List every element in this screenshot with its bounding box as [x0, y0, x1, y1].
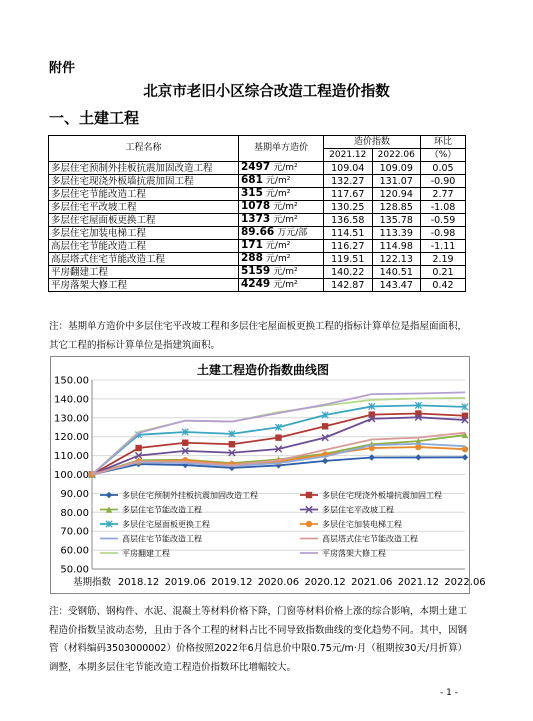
price-unit: 元/m² — [273, 163, 298, 173]
table-row — [49, 201, 466, 214]
row-index-b: 122.13 — [372, 253, 421, 266]
table-row — [49, 227, 466, 240]
price-unit: 元/m² — [265, 241, 291, 251]
row-price — [239, 175, 324, 188]
row-name: 平房落架大修工程 — [49, 279, 239, 292]
x-tick-label: 2021.06 — [351, 577, 393, 588]
y-tick-label: 130.00 — [54, 413, 89, 425]
y-tick-label: 60.00 — [60, 545, 89, 557]
row-name: 多层住宅平改坡工程 — [49, 201, 239, 214]
price-value: 4249 — [241, 278, 271, 290]
row-name: 高层塔式住宅节能改造工程 — [49, 253, 239, 266]
y-tick-label: 140.00 — [54, 394, 89, 406]
row-index-a: 114.51 — [324, 227, 373, 240]
index-line-chart — [50, 356, 486, 594]
data-point — [182, 440, 188, 446]
legend-marker — [306, 521, 312, 527]
price-unit: 元/m² — [273, 267, 298, 277]
table-row — [49, 162, 466, 175]
row-index-a: 130.25 — [324, 201, 373, 214]
table-row — [49, 240, 466, 253]
index-table — [48, 135, 466, 292]
row-price — [239, 240, 324, 253]
row-index-a: 136.58 — [324, 214, 373, 227]
data-point — [415, 444, 421, 450]
data-point — [135, 445, 141, 451]
row-index-b: 143.47 — [372, 279, 421, 292]
table-row — [49, 253, 466, 266]
legend-label: 多层住宅预制外挂板抗震加固改造工程 — [122, 491, 258, 500]
legend-label: 多层住宅节能改造工程 — [122, 505, 202, 515]
y-tick-label: 80.00 — [60, 507, 89, 519]
row-ratio: -0.90 — [421, 175, 466, 188]
row-ratio: -0.98 — [421, 227, 466, 240]
data-point — [229, 441, 235, 447]
chart-note: 注：受钢筋、钢构件、水泥、混凝土等材料价格下降，门窗等材料价格上涨的综合影响，本期土建工程造价指数呈波动态势，且由于各个工程的材料占比不同导致指数曲线的变化趋势不同。其中，因钢管（材料编码3503000002）价格按照2022年6月信息价中限0.75元/m·月（租期按30天/月折算）调整，本期多层住宅节能改造工程造价指数环比增幅较大。 — [49, 606, 468, 673]
price-unit: 元/m² — [265, 176, 291, 186]
section-heading: 一、土建工程 — [49, 109, 140, 127]
page-title: 北京市老旧小区综合改造工程造价指数 — [143, 84, 390, 100]
row-ratio: -1.11 — [421, 240, 466, 253]
price-value: 2497 — [241, 161, 271, 173]
table-row — [49, 279, 466, 292]
row-index-b: 140.51 — [372, 266, 421, 279]
row-name: 多层住宅现浇外板墙抗震加固工程 — [49, 175, 239, 188]
col-ratio-header: 环比 — [421, 136, 466, 149]
row-index-a: 119.51 — [324, 253, 373, 266]
col-ratio-unit: （%） — [421, 149, 466, 162]
table-row — [49, 214, 466, 227]
col-price-header: 基期单方造价 — [239, 136, 324, 162]
table-body — [49, 162, 466, 292]
x-tick-label: 2021.12 — [397, 577, 440, 588]
period-b-header: 2022.06 — [372, 149, 421, 162]
price-value: 5159 — [241, 265, 271, 277]
y-tick-label: 110.00 — [54, 451, 89, 463]
legend-label: 平房落架大修工程 — [322, 549, 386, 558]
row-index-b: 113.39 — [372, 227, 421, 240]
page-number: - 1 - — [440, 688, 458, 698]
row-price — [239, 253, 324, 266]
row-index-b: 114.98 — [372, 240, 421, 253]
legend-label: 高层塔式住宅节能改造工程 — [322, 534, 418, 544]
price-unit: 元/m² — [265, 254, 291, 264]
data-point — [322, 423, 328, 429]
row-name: 多层住宅屋面板更换工程 — [49, 214, 239, 227]
row-price — [239, 188, 324, 201]
row-ratio: 2.19 — [421, 253, 466, 266]
row-name: 多层住宅加装电梯工程 — [49, 227, 239, 240]
row-ratio: 2.77 — [421, 188, 466, 201]
legend-label: 多层住宅现浇外板墙抗震加固工程 — [322, 491, 442, 500]
row-index-b: 128.85 — [372, 201, 421, 214]
row-price — [239, 201, 324, 214]
x-tick-label: 2022.06 — [444, 577, 486, 588]
row-ratio: 0.42 — [421, 279, 466, 292]
legend-marker — [306, 492, 312, 498]
price-value: 171 — [241, 239, 263, 251]
row-ratio: 0.05 — [421, 162, 466, 175]
row-index-b: 135.78 — [372, 214, 421, 227]
y-tick-label: 90.00 — [60, 488, 89, 500]
chart-title: 土建工程造价指数曲线图 — [196, 363, 330, 377]
x-tick-label: 2020.06 — [257, 577, 300, 588]
attachment-label: 附件 — [49, 61, 76, 76]
price-unit: 元/m² — [273, 202, 298, 212]
row-name: 平房翻建工程 — [49, 266, 239, 279]
row-index-a: 142.87 — [324, 279, 373, 292]
table-row — [49, 266, 466, 279]
y-tick-label: 100.00 — [54, 470, 89, 481]
x-tick-label: 2019.06 — [164, 577, 206, 588]
row-index-b: 109.09 — [372, 162, 421, 175]
table-row — [49, 175, 466, 188]
price-value: 681 — [241, 174, 263, 186]
row-price — [239, 279, 324, 292]
row-index-b: 131.07 — [372, 175, 421, 188]
table-row — [49, 188, 466, 201]
row-index-a: 116.27 — [324, 240, 373, 253]
row-index-a: 140.22 — [324, 266, 373, 279]
legend-label: 多层住宅屋面板更换工程 — [122, 520, 210, 529]
price-value: 315 — [241, 187, 263, 199]
row-index-b: 120.94 — [372, 188, 421, 201]
period-a-header: 2021.12 — [324, 149, 373, 162]
row-name: 高层住宅节能改造工程 — [49, 240, 239, 253]
price-value: 89.66 — [241, 226, 275, 238]
x-tick-label: 2018.12 — [117, 577, 160, 588]
y-tick-label: 150.00 — [54, 375, 89, 387]
row-name: 多层住宅节能改造工程 — [49, 188, 239, 201]
price-unit: 元/m² — [273, 215, 298, 225]
legend-label: 高层住宅节能改造工程 — [122, 534, 202, 544]
col-name-header: 工程名称 — [49, 136, 239, 162]
y-tick-label: 120.00 — [54, 432, 89, 444]
price-value: 288 — [241, 252, 263, 264]
y-tick-label: 50.00 — [60, 564, 89, 576]
row-price — [239, 227, 324, 240]
row-index-a: 117.67 — [324, 188, 373, 201]
legend-label: 平房翻建工程 — [122, 549, 170, 558]
price-value: 1373 — [241, 213, 271, 225]
row-index-a: 132.27 — [324, 175, 373, 188]
row-ratio: 0.21 — [421, 266, 466, 279]
col-index-header: 造价指数 — [324, 136, 421, 149]
row-price — [239, 214, 324, 227]
legend-label: 多层住宅平改坡工程 — [322, 505, 394, 515]
x-tick-label: 2019.12 — [211, 577, 253, 588]
price-unit: 万元/部 — [277, 228, 308, 238]
data-point — [275, 434, 281, 440]
row-ratio: -1.08 — [421, 201, 466, 214]
price-value: 1078 — [241, 200, 271, 212]
x-tick-label: 基期指数 — [72, 577, 112, 588]
price-unit: 元/m² — [265, 189, 291, 199]
table-note: 注：基期单方造价中多层住宅平改坡工程和多层住宅屋面板更换工程的指标计算单位是指屋面面积，其它工程的指标计算单位是指建筑面积。 — [49, 321, 468, 351]
row-price — [239, 162, 324, 175]
x-tick-label: 2020.12 — [304, 577, 346, 588]
row-name: 多层住宅预制外挂板抗震加固改造工程 — [49, 162, 239, 175]
legend-label: 多层住宅加装电梯工程 — [322, 520, 402, 529]
row-price — [239, 266, 324, 279]
row-index-a: 109.04 — [324, 162, 373, 175]
price-unit: 元/m² — [273, 280, 298, 290]
row-ratio: -0.59 — [421, 214, 466, 227]
y-tick-label: 70.00 — [60, 526, 89, 538]
